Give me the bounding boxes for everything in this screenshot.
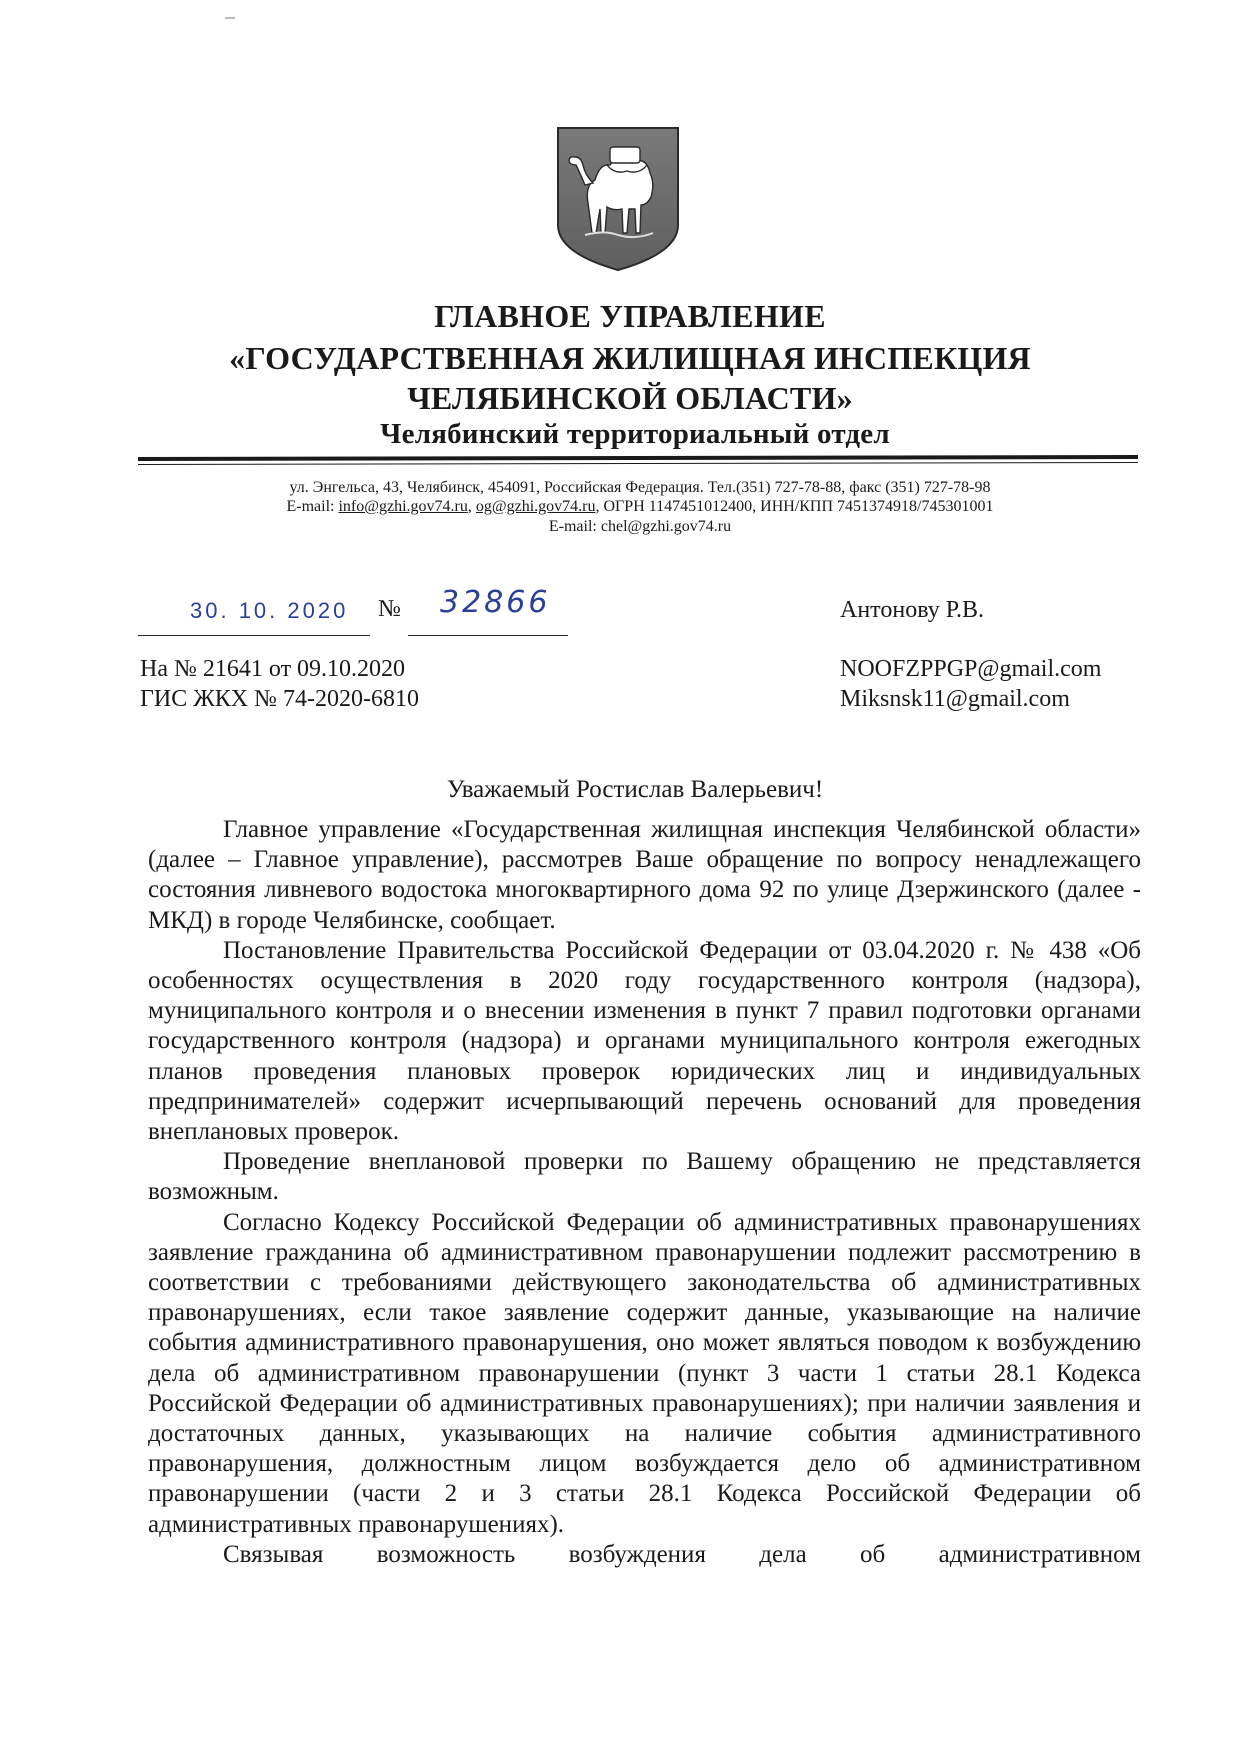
paragraph: Постановление Правительства Российской Федерации от 03.04.2020 г. № 438 «Об особенностях осуществления в 2020 году государственного контроля (надзора), муниципального контроля и о внесении изменения в пункт 7 правил подготовки органами государственного контроля (надзора) и органами муниципального контроля ежегодных планов проведения плановых проверок юридических лиц и индивидуальных предпринимателей» содержит исчерпывающий перечень оснований для проведения внеплановых проверок. [148,936,1141,1146]
addressee-name: Антонову Р.В. [840,597,985,623]
number-sign: № [378,596,401,622]
scan-speck [225,17,235,19]
reference-number: На № 21641 от 09.10.2020 [140,656,406,682]
org-ids: , ОГРН 1147451012400, ИНН/КПП 7451374918/745301001 [595,498,994,515]
addressee-email-2: Miksnsk11@gmail.com [840,686,1070,712]
email-label: E-mail: [286,498,335,515]
email-link-og[interactable]: og@gzhi.gov74.ru [475,498,596,515]
department-name: Челябинский территориальный отдел [380,418,890,450]
header-rule-thin [138,462,1138,465]
outgoing-date: 30. 10. 2020 [190,598,349,623]
paragraph: Проведение внеплановой проверки по Вашему обращению не представляется возможным. [148,1148,1141,1206]
letter-body [148,815,1141,1570]
coat-of-arms-icon [555,125,681,273]
contact-address: ул. Энгельса, 43, Челябинск, 454091, Российская Федерация. Тел.(351) 727-78-88, факс (351) 727-78-98 [289,479,991,496]
header-rule-thick [138,455,1138,461]
org-title-line-3: ЧЕЛЯБИНСКОЙ ОБЛАСТИ» [407,380,853,416]
email-link-info[interactable]: info@gzhi.gov74.ru [338,498,468,515]
contact-emails: E-mail: info@gzhi.gov74.ru, og@gzhi.gov74.ru, ОГРН 1147451012400, ИНН/КПП 7451374918/745301001 [286,498,994,515]
outgoing-number: 32866 [440,585,551,620]
contact-email-chel: E-mail: chel@gzhi.gov74.ru [548,518,732,535]
paragraph: Согласно Кодексу Российской Федерации об административных правонарушениях заявление гражданина об административном правонарушении подлежит рассмотрению в соответствии с требованиями действующего законодательства об административных правонарушениях, если такое заявление содержит данные, указывающие на наличие события административного правонарушения, оно может являться поводом к возбуждению дела об административном правонарушении (пункт 3 части 1 статьи 28.1 Кодекса Российской Федерации об административных правонарушениях); при наличии заявления и достаточных данных, указывающих на наличие события административного правонарушения, должностным лицом возбуждается дело об административном правонарушении (части 2 и 3 статьи 28.1 Кодекса Российской Федерации об административных правонарушениях). [148,1208,1141,1538]
paragraph: Главное управление «Государственная жилищная инспекция Челябинской области» (далее – Главное управление), рассмотрев Ваше обращение по вопросу ненадлежащего состояния ливневого водостока многоквартирного дома 92 по улице Дзержинского (далее - МКД) в городе Челябинске, сообщает. [148,816,1141,934]
addressee-email-1: NOOFZPPGP@gmail.com [840,656,1102,682]
paragraph: Связывая возможность возбуждения дела об административном [223,1540,1141,1568]
greeting: Уважаемый Ростислав Валерьевич! [446,776,824,803]
org-title-line-2: «ГОСУДАРСТВЕННАЯ ЖИЛИЩНАЯ ИНСПЕКЦИЯ [229,340,1031,376]
gis-reference: ГИС ЖКХ № 74-2020-6810 [140,686,419,712]
org-title-line-1: ГЛАВНОЕ УПРАВЛЕНИЕ [434,298,826,334]
